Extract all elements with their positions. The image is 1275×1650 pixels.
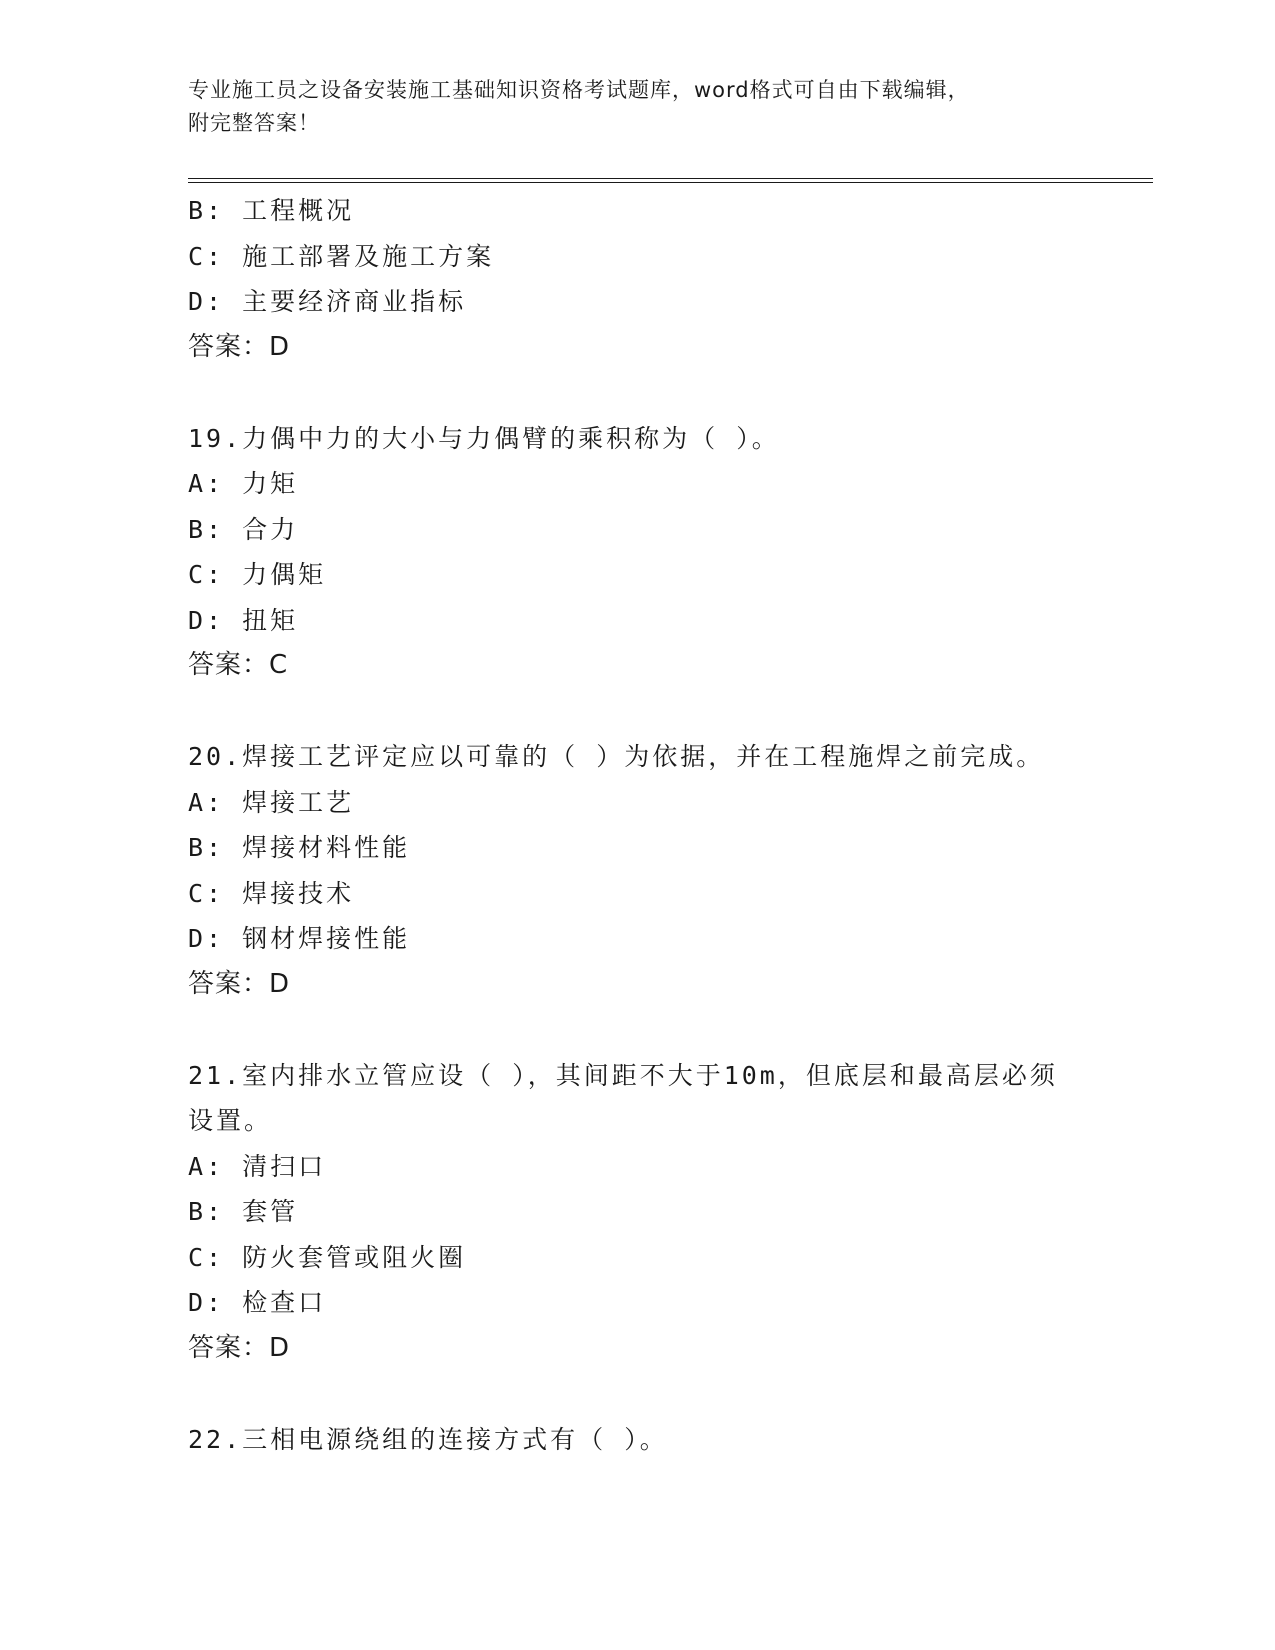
spacer <box>188 1371 1088 1417</box>
question-stem: 19.力偶中力的大小与力偶臂的乘积称为（ ）。 <box>188 423 780 453</box>
page-header <box>188 74 1088 140</box>
option-b: B: 合力 <box>188 514 299 544</box>
option-a: A: 力矩 <box>188 469 299 498</box>
question-21 <box>188 1053 1088 1372</box>
header-divider-bottom <box>188 182 1153 183</box>
option-c: C: 施工部署及施工方案 <box>188 241 495 271</box>
option-d: D: 钢材焊接性能 <box>188 924 411 953</box>
question-stem-line-1: 21.室内排水立管应设（ ），其间距不大于10m，但底层和最高层必须 <box>188 1060 1058 1090</box>
header-line-2: 附完整答案！ <box>188 111 320 135</box>
option-b: B: 工程概况 <box>188 196 355 225</box>
question-20 <box>188 734 1088 1007</box>
answer-line: 答案：C <box>188 650 289 680</box>
option-b: B: 焊接材料性能 <box>188 833 411 862</box>
option-c: C: 防火套管或阻火圈 <box>188 1242 467 1272</box>
option-d: D: 检查口 <box>188 1288 327 1317</box>
answer-line: 答案：D <box>188 968 291 999</box>
spacer <box>188 689 1088 735</box>
question-stem: 22.三相电源绕组的连接方式有（ ）。 <box>188 1424 668 1454</box>
header-divider-top <box>188 178 1153 179</box>
option-a: A: 清扫口 <box>188 1151 327 1181</box>
question-stem: 20.焊接工艺评定应以可靠的（ ）为依据，并在工程施焊之前完成。 <box>188 742 1045 771</box>
answer-line: 答案：D <box>188 1332 291 1363</box>
question-list <box>188 188 1088 1462</box>
option-a: A: 焊接工艺 <box>188 787 355 817</box>
question-22 <box>188 1417 1088 1463</box>
question-stem-line-2: 设置。 <box>188 1106 273 1135</box>
question-continued <box>188 188 1088 370</box>
question-19 <box>188 416 1088 689</box>
option-d: D: 扭矩 <box>188 605 299 635</box>
answer-line: 答案：D <box>188 331 291 362</box>
option-b: B: 套管 <box>188 1197 299 1226</box>
option-d: D: 主要经济商业指标 <box>188 287 467 316</box>
spacer <box>188 1007 1088 1053</box>
option-c: C: 力偶矩 <box>188 560 327 589</box>
header-line-1: 专业施工员之设备安装施工基础知识资格考试题库，word格式可自由下载编辑， <box>188 78 970 102</box>
spacer <box>188 370 1088 416</box>
option-c: C: 焊接技术 <box>188 878 355 908</box>
